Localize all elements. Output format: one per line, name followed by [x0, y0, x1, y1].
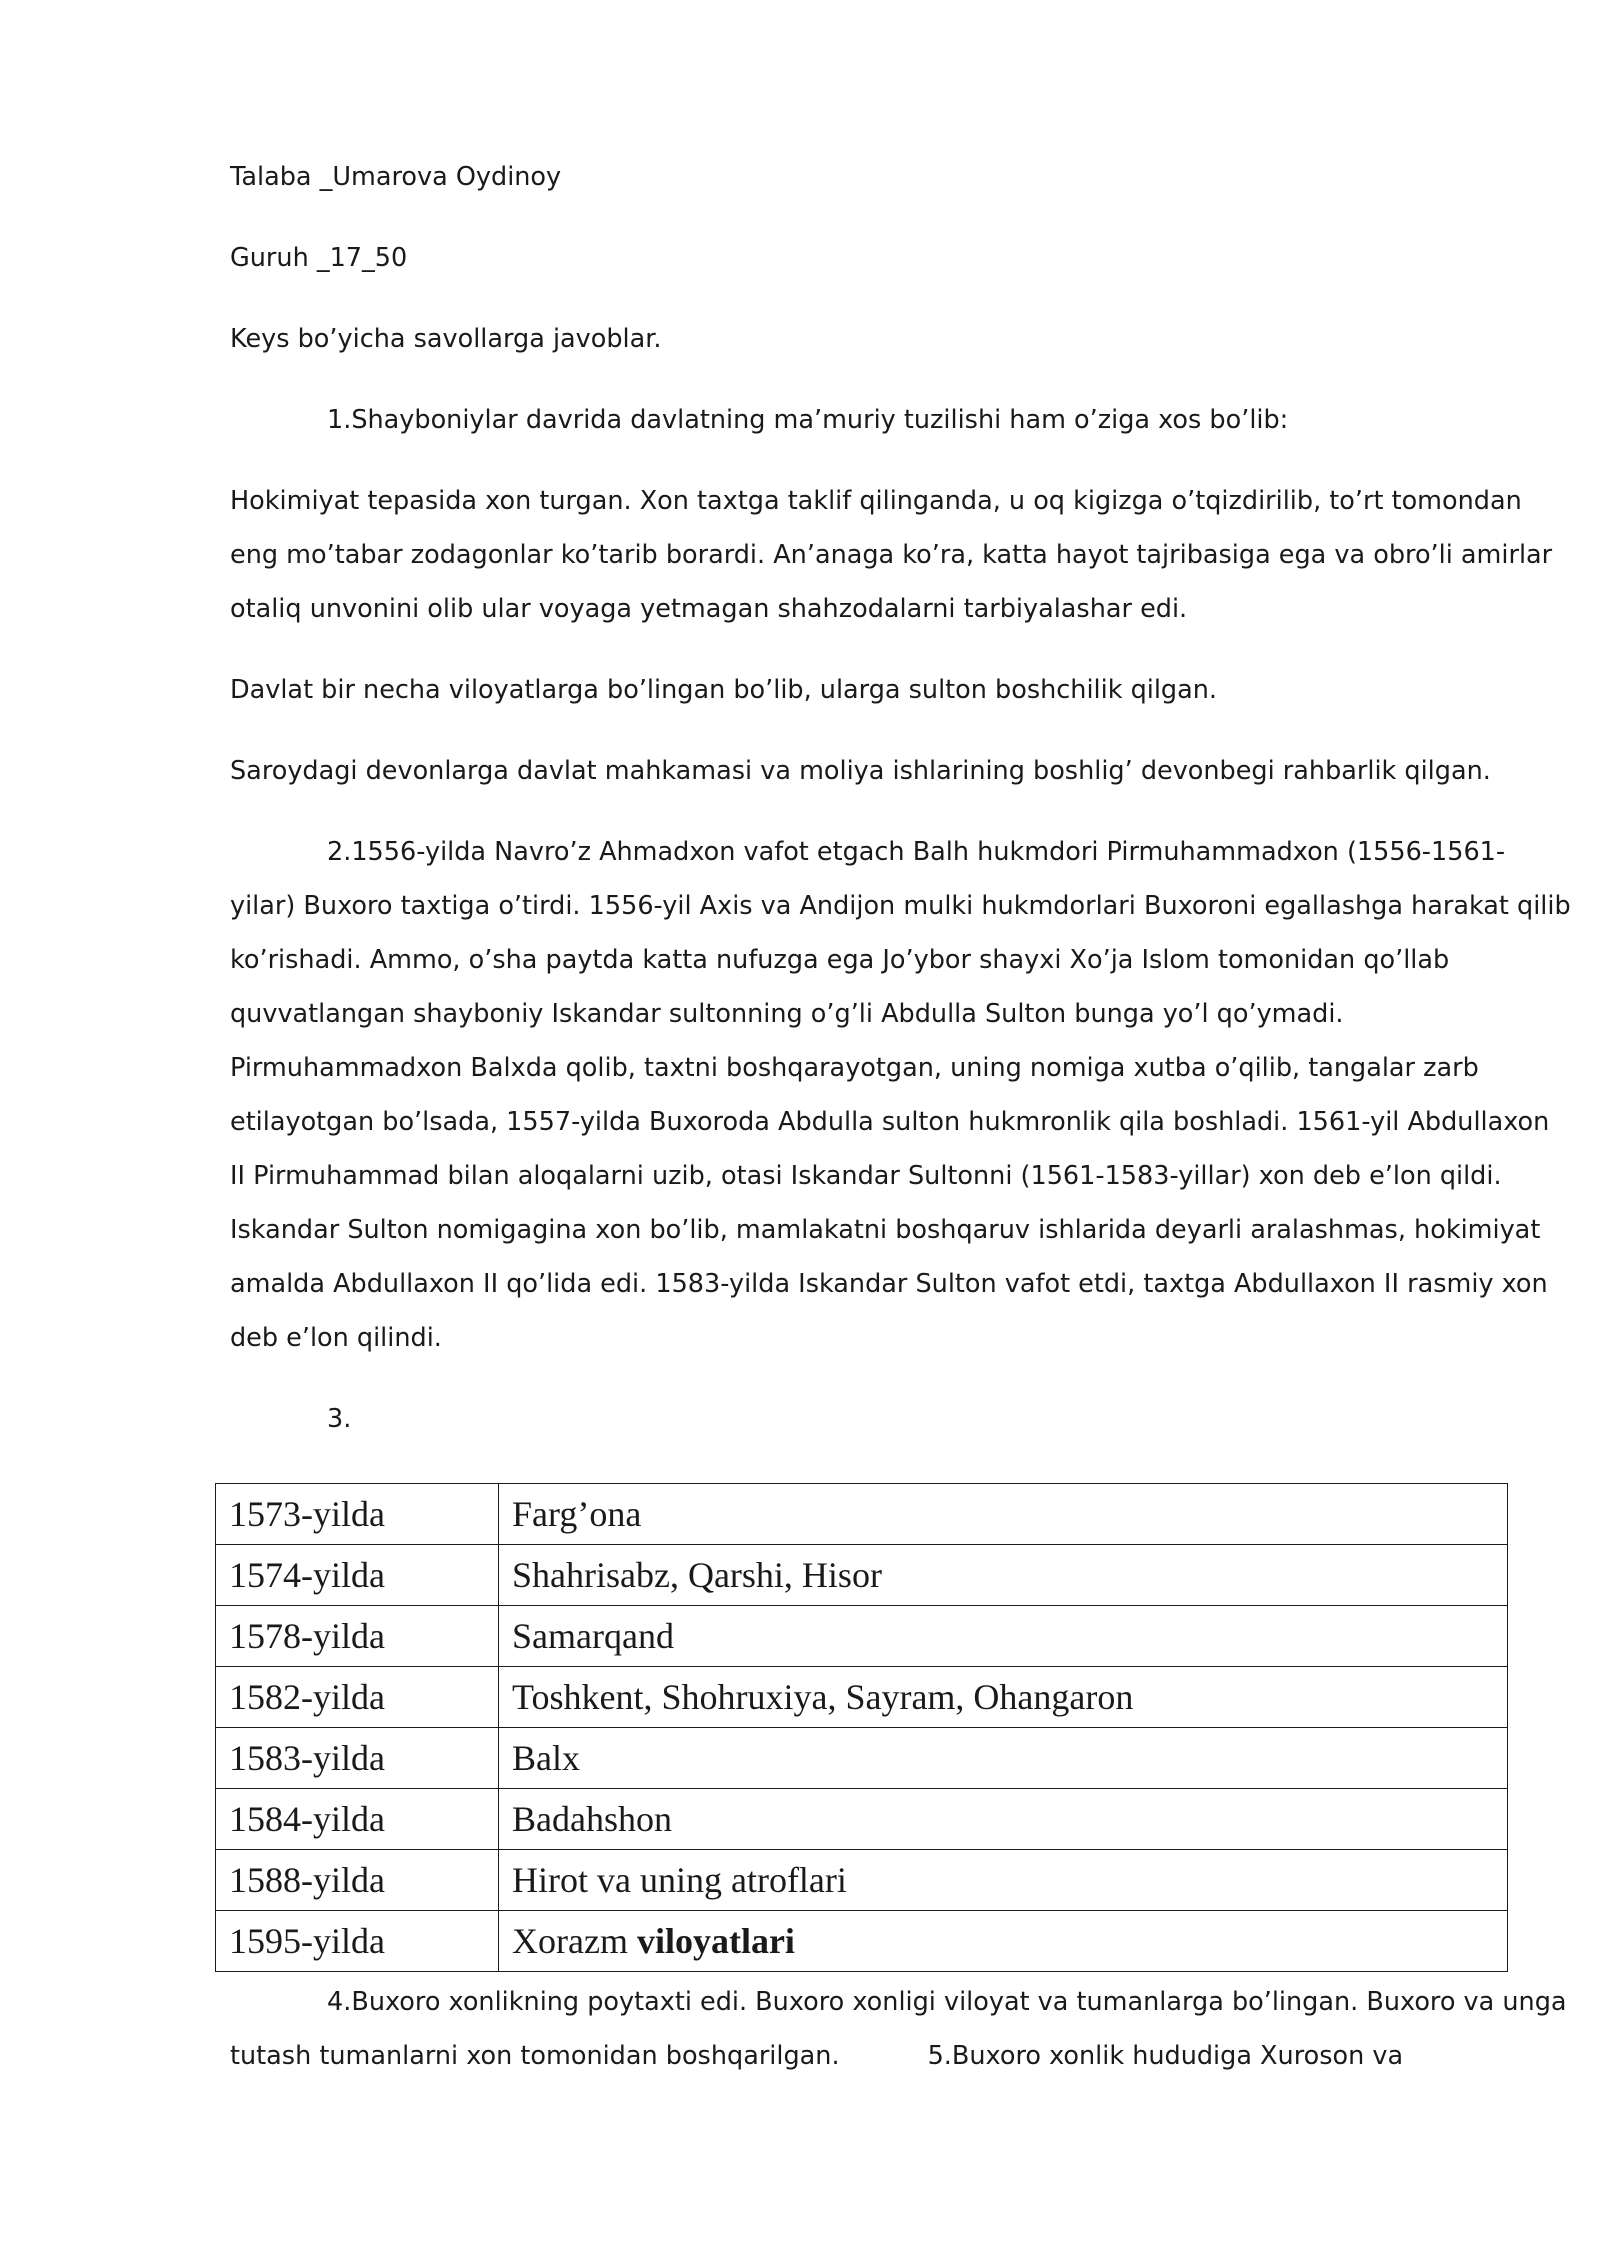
text-line: ko’rishadi. Ammo, o’sha paytda katta nufuzga ega Jo’ybor shayxi Xo’ja Islom tomonidan qo’llab — [230, 945, 1450, 975]
document-body — [230, 150, 1571, 1473]
table-row — [216, 1789, 1508, 1850]
conquest-table — [215, 1483, 1508, 1972]
table-row — [216, 1728, 1508, 1789]
answer-1-paragraph-1 — [230, 474, 1553, 636]
answer-4-end: tutash tumanlarni xon tomonidan boshqarilgan. — [230, 2041, 840, 2071]
year-cell: 1573-yilda — [216, 1484, 499, 1545]
text-line: Hokimiyat tepasida xon turgan. Xon taxtga taklif qilinganda, u oq kigizga o’tqizdirilib, to’rt tomondan — [230, 486, 1522, 516]
place-cell: Shahrisabz, Qarshi, Hisor — [499, 1545, 1508, 1606]
text-line: otaliq unvonini olib ular voyaga yetmagan shahzodalarni tarbiyalashar edi. — [230, 594, 1188, 624]
place-cell: Toshkent, Shohruxiya, Sayram, Ohangaron — [499, 1667, 1508, 1728]
table-row — [216, 1667, 1508, 1728]
text-line: amalda Abdullaxon II qo’lida edi. 1583-yilda Iskandar Sulton vafot etdi, taxtga Abdullaxon II rasmiy xon — [230, 1269, 1548, 1299]
year-cell: 1574-yilda — [216, 1545, 499, 1606]
answer-5-start: 5.Buxoro xonlik hududiga Xuroson va — [927, 2041, 1404, 2071]
text-line: eng mo’tabar zodagonlar ko’tarib borardi. An’anaga ko’ra, katta hayot tajribasiga ega va obro’li amirlar — [230, 540, 1553, 570]
answer-1-paragraph-3: Saroydagi devonlarga davlat mahkamasi va moliya ishlarining boshlig’ devonbegi rahbarlik qilgan. — [230, 756, 1491, 786]
year-cell: 1582-yilda — [216, 1667, 499, 1728]
document-subtitle: Keys bo’yicha savollarga javoblar. — [230, 324, 662, 354]
table-row — [216, 1606, 1508, 1667]
text-line: yilar) Buxoro taxtiga o’tirdi. 1556-yil Axis va Andijon mulki hukmdorlari Buxoroni egallashga harakat qilib — [230, 891, 1571, 921]
year-cell: 1578-yilda — [216, 1606, 499, 1667]
place-cell: Samarqand — [499, 1606, 1508, 1667]
place-cell: Hirot va uning atroflari — [499, 1850, 1508, 1911]
answer-3-label: 3. — [327, 1404, 352, 1434]
group-number: Guruh _17_50 — [230, 243, 408, 273]
text-line: II Pirmuhammad bilan aloqalarni uzib, otasi Iskandar Sultonni (1561-1583-yillar) xon deb e’lon qildi. — [230, 1161, 1502, 1191]
student-name: Talaba _Umarova Oydinoy — [230, 162, 562, 192]
place-cell: Farg’ona — [499, 1484, 1508, 1545]
answer-4-paragraph — [230, 1975, 1567, 2083]
conquest-table-wrapper — [215, 1483, 1508, 1972]
text-line: 4.Buxoro xonlikning poytaxti edi. Buxoro xonligi viloyat va tumanlarga bo’lingan. Buxoro va unga — [327, 1987, 1567, 2017]
answer-2-paragraph — [230, 825, 1571, 1365]
place-cell — [499, 1911, 1508, 1972]
text-line: deb e’lon qilindi. — [230, 1323, 442, 1353]
year-cell: 1584-yilda — [216, 1789, 499, 1850]
table-row — [216, 1484, 1508, 1545]
table-row — [216, 1911, 1508, 1972]
place-text: Xorazm — [512, 1921, 637, 1961]
text-line: Iskandar Sulton nomigagina xon bo’lib, mamlakatni boshqaruv ishlarida deyarli aralashmas, hokimiyat — [230, 1215, 1541, 1245]
place-text-bold: viloyatlari — [636, 1921, 795, 1961]
text-line: etilayotgan bo’lsada, 1557-yilda Buxoroda Abdulla sulton hukmronlik qila boshladi. 1561-yil Abdullaxon — [230, 1107, 1550, 1137]
text-line — [230, 2029, 1530, 2083]
year-cell: 1583-yilda — [216, 1728, 499, 1789]
place-cell: Badahshon — [499, 1789, 1508, 1850]
answer-1-paragraph-2: Davlat bir necha viloyatlarga bo’lingan bo’lib, ularga sulton boshchilik qilgan. — [230, 675, 1218, 705]
year-cell: 1595-yilda — [216, 1911, 499, 1972]
table-row — [216, 1545, 1508, 1606]
year-cell: 1588-yilda — [216, 1850, 499, 1911]
answer-1-intro: 1.Shayboniylar davrida davlatning ma’muriy tuzilishi ham o’ziga xos bo’lib: — [327, 405, 1289, 435]
place-cell: Balx — [499, 1728, 1508, 1789]
text-line: quvvatlangan shayboniy Iskandar sultonning o’g’li Abdulla Sulton bunga yo’l qo’ymadi. — [230, 999, 1344, 1029]
table-row — [216, 1850, 1508, 1911]
text-line: Pirmuhammadxon Balxda qolib, taxtni boshqarayotgan, uning nomiga xutba o’qilib, tangalar zarb — [230, 1053, 1479, 1083]
text-line: 2.1556-yilda Navro’z Ahmadxon vafot etgach Balh hukmdori Pirmuhammadxon (1556-1561- — [327, 837, 1506, 867]
